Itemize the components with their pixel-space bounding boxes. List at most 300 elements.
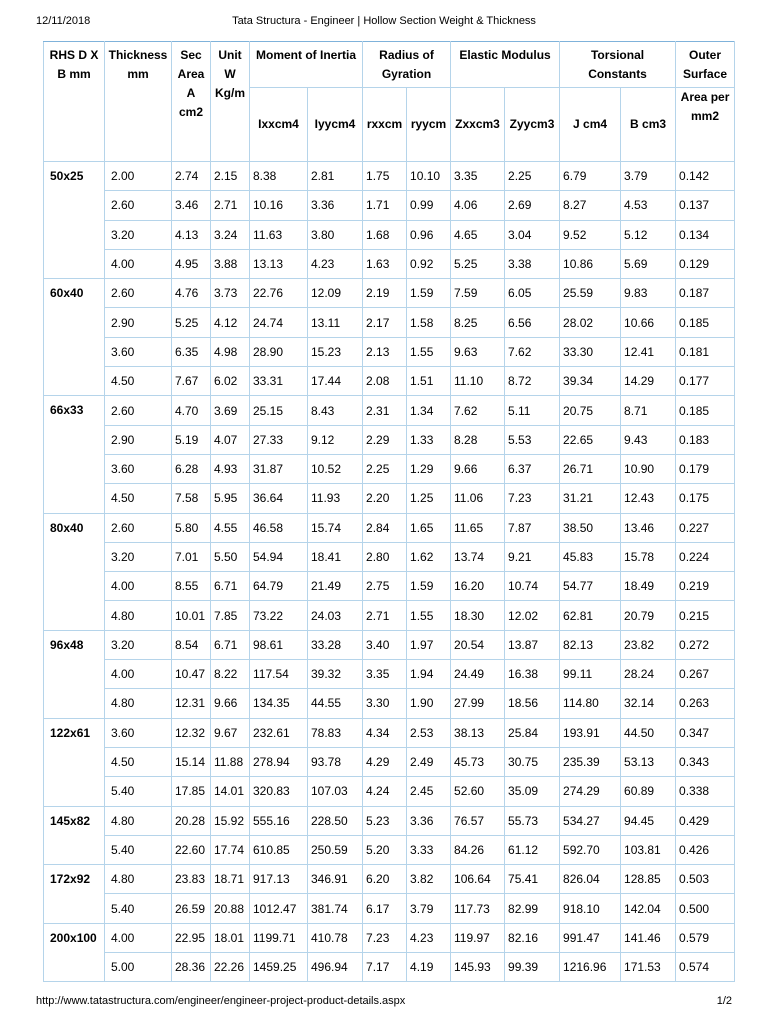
table-cell: 4.29 [363, 747, 407, 776]
table-cell: 0.137 [676, 191, 735, 220]
table-cell: 7.17 [363, 953, 407, 982]
table-row [44, 689, 735, 718]
table-cell: 6.79 [560, 162, 621, 191]
table-cell: 228.50 [308, 806, 363, 835]
table-cell: 4.50 [105, 367, 172, 396]
table-cell: 13.87 [505, 630, 560, 659]
table-cell: 496.94 [308, 953, 363, 982]
table-cell: 9.66 [211, 689, 250, 718]
table-cell: 17.85 [172, 777, 211, 806]
table-cell: 7.62 [451, 396, 505, 425]
table-cell: 2.53 [407, 718, 451, 747]
table-cell: 410.78 [308, 923, 363, 952]
table-row [44, 660, 735, 689]
table-cell: 5.40 [105, 777, 172, 806]
table-cell: 18.71 [211, 865, 250, 894]
table-cell: 28.36 [172, 953, 211, 982]
table-cell: 28.02 [560, 308, 621, 337]
table-cell: 84.26 [451, 835, 505, 864]
table-cell: 0.267 [676, 660, 735, 689]
table-cell: 117.73 [451, 894, 505, 923]
table-cell: 0.177 [676, 367, 735, 396]
table-cell: 11.10 [451, 367, 505, 396]
table-cell: 7.62 [505, 337, 560, 366]
table-cell: 4.34 [363, 718, 407, 747]
table-cell: 18.30 [451, 601, 505, 630]
table-row [44, 337, 735, 366]
table-cell: 8.72 [505, 367, 560, 396]
table-cell: 4.98 [211, 337, 250, 366]
table-cell: 7.58 [172, 484, 211, 513]
table-cell: 0.181 [676, 337, 735, 366]
table-cell: 1.90 [407, 689, 451, 718]
table-cell: 31.21 [560, 484, 621, 513]
col-header-size: RHS D X B mm [44, 42, 105, 162]
table-cell: 5.00 [105, 953, 172, 982]
table-cell: 54.94 [250, 542, 308, 571]
table-cell: 3.88 [211, 249, 250, 278]
table-cell: 35.09 [505, 777, 560, 806]
table-cell: 9.63 [451, 337, 505, 366]
table-cell: 1.55 [407, 337, 451, 366]
page-title: Tata Structura - Engineer | Hollow Section Weight & Thickness [232, 15, 536, 27]
source-url: http://www.tatastructura.com/engineer/engineer-project-product-details.aspx [36, 995, 406, 1007]
table-cell: 128.85 [621, 865, 676, 894]
table-cell: 2.00 [105, 162, 172, 191]
table-cell: 0.99 [407, 191, 451, 220]
table-row [44, 191, 735, 220]
table-cell: 3.60 [105, 718, 172, 747]
table-cell: 4.23 [407, 923, 451, 952]
table-cell: 21.49 [308, 572, 363, 601]
table-cell: 114.80 [560, 689, 621, 718]
table-cell: 5.80 [172, 513, 211, 542]
col-header-iyy: Iyycm4 [308, 88, 363, 162]
table-cell: 8.22 [211, 660, 250, 689]
table-cell: 22.95 [172, 923, 211, 952]
table-cell: 5.95 [211, 484, 250, 513]
table-cell: 25.84 [505, 718, 560, 747]
table-cell: 3.35 [363, 660, 407, 689]
table-cell: 3.80 [308, 220, 363, 249]
table-cell: 98.61 [250, 630, 308, 659]
table-cell: 1459.25 [250, 953, 308, 982]
table-cell: 8.27 [560, 191, 621, 220]
table-cell: 5.19 [172, 425, 211, 454]
table-cell: 3.33 [407, 835, 451, 864]
table-cell: 3.69 [211, 396, 250, 425]
table-cell: 20.28 [172, 806, 211, 835]
table-cell: 12.41 [621, 337, 676, 366]
table-cell: 17.44 [308, 367, 363, 396]
table-cell: 28.24 [621, 660, 676, 689]
table-cell: 0.179 [676, 454, 735, 483]
table-cell: 11.93 [308, 484, 363, 513]
table-cell: 4.50 [105, 484, 172, 513]
table-cell: 6.37 [505, 454, 560, 483]
table-cell: 2.19 [363, 279, 407, 308]
col-header-ryy: ryycm [407, 88, 451, 162]
print-footer [0, 995, 768, 1011]
table-cell: 23.82 [621, 630, 676, 659]
table-cell: 2.29 [363, 425, 407, 454]
table-cell: 1.59 [407, 279, 451, 308]
table-cell: 3.35 [451, 162, 505, 191]
table-cell: 33.31 [250, 367, 308, 396]
table-cell: 22.76 [250, 279, 308, 308]
table-cell: 2.75 [363, 572, 407, 601]
section-size-cell: 200x100 [44, 923, 105, 982]
table-cell: 61.12 [505, 835, 560, 864]
table-cell: 2.60 [105, 191, 172, 220]
table-cell: 2.45 [407, 777, 451, 806]
table-cell: 0.129 [676, 249, 735, 278]
table-cell: 15.14 [172, 747, 211, 776]
table-cell: 2.25 [505, 162, 560, 191]
table-cell: 4.80 [105, 806, 172, 835]
table-cell: 11.63 [250, 220, 308, 249]
table-cell: 0.338 [676, 777, 735, 806]
table-cell: 2.60 [105, 279, 172, 308]
table-cell: 12.09 [308, 279, 363, 308]
table-cell: 10.10 [407, 162, 451, 191]
table-cell: 0.426 [676, 835, 735, 864]
table-cell: 3.36 [308, 191, 363, 220]
table-cell: 3.04 [505, 220, 560, 249]
table-cell: 32.14 [621, 689, 676, 718]
table-cell: 9.43 [621, 425, 676, 454]
table-row [44, 454, 735, 483]
table-cell: 145.93 [451, 953, 505, 982]
table-cell: 5.12 [621, 220, 676, 249]
table-cell: 0.343 [676, 747, 735, 776]
table-cell: 8.55 [172, 572, 211, 601]
table-cell: 7.59 [451, 279, 505, 308]
section-size-cell: 50x25 [44, 162, 105, 279]
table-cell: 3.79 [621, 162, 676, 191]
table-row [44, 513, 735, 542]
table-cell: 54.77 [560, 572, 621, 601]
table-cell: 3.73 [211, 279, 250, 308]
table-cell: 4.50 [105, 747, 172, 776]
table-cell: 31.87 [250, 454, 308, 483]
table-cell: 1.65 [407, 513, 451, 542]
table-cell: 4.00 [105, 923, 172, 952]
hollow-section-table [43, 41, 735, 982]
col-header-outer-surface: Outer Surface [676, 42, 735, 88]
col-header-area: Sec Area A cm2 [172, 42, 211, 162]
table-cell: 991.47 [560, 923, 621, 952]
table-row [44, 777, 735, 806]
section-size-cell: 122x61 [44, 718, 105, 806]
table-cell: 2.74 [172, 162, 211, 191]
table-cell: 4.80 [105, 689, 172, 718]
table-cell: 1.34 [407, 396, 451, 425]
table-cell: 7.87 [505, 513, 560, 542]
col-header-ixx: Ixxcm4 [250, 88, 308, 162]
table-cell: 3.38 [505, 249, 560, 278]
table-row [44, 572, 735, 601]
table-cell: 8.38 [250, 162, 308, 191]
table-cell: 107.03 [308, 777, 363, 806]
table-cell: 918.10 [560, 894, 621, 923]
table-cell: 5.11 [505, 396, 560, 425]
table-cell: 1.55 [407, 601, 451, 630]
table-cell: 82.16 [505, 923, 560, 952]
table-cell: 5.69 [621, 249, 676, 278]
table-cell: 7.01 [172, 542, 211, 571]
table-cell: 2.20 [363, 484, 407, 513]
table-cell: 12.31 [172, 689, 211, 718]
table-cell: 20.75 [560, 396, 621, 425]
table-cell: 8.71 [621, 396, 676, 425]
table-cell: 4.19 [407, 953, 451, 982]
table-cell: 274.29 [560, 777, 621, 806]
table-cell: 117.54 [250, 660, 308, 689]
table-cell: 17.74 [211, 835, 250, 864]
table-cell: 2.60 [105, 396, 172, 425]
col-header-thickness: Thickness mm [105, 42, 172, 162]
table-cell: 381.74 [308, 894, 363, 923]
table-cell: 33.30 [560, 337, 621, 366]
section-size-cell: 96x48 [44, 630, 105, 718]
table-cell: 106.64 [451, 865, 505, 894]
table-cell: 555.16 [250, 806, 308, 835]
table-cell: 1.25 [407, 484, 451, 513]
table-cell: 0.429 [676, 806, 735, 835]
table-cell: 11.65 [451, 513, 505, 542]
print-date: 12/11/2018 [36, 15, 91, 27]
table-cell: 44.55 [308, 689, 363, 718]
table-cell: 38.13 [451, 718, 505, 747]
table-cell: 2.84 [363, 513, 407, 542]
table-cell: 10.16 [250, 191, 308, 220]
page-number: 1/2 [716, 995, 732, 1007]
table-cell: 2.80 [363, 542, 407, 571]
table-cell: 18.41 [308, 542, 363, 571]
table-cell: 320.83 [250, 777, 308, 806]
table-cell: 0.503 [676, 865, 735, 894]
table-cell: 235.39 [560, 747, 621, 776]
table-cell: 4.55 [211, 513, 250, 542]
table-cell: 26.59 [172, 894, 211, 923]
table-cell: 55.73 [505, 806, 560, 835]
table-cell: 0.142 [676, 162, 735, 191]
table-cell: 1.94 [407, 660, 451, 689]
table-cell: 346.91 [308, 865, 363, 894]
table-cell: 4.07 [211, 425, 250, 454]
table-cell: 8.54 [172, 630, 211, 659]
table-cell: 13.46 [621, 513, 676, 542]
table-row [44, 249, 735, 278]
table-cell: 0.187 [676, 279, 735, 308]
table-cell: 10.47 [172, 660, 211, 689]
section-size-cell: 172x92 [44, 865, 105, 924]
table-cell: 6.56 [505, 308, 560, 337]
table-cell: 9.12 [308, 425, 363, 454]
table-cell: 3.36 [407, 806, 451, 835]
table-cell: 2.90 [105, 425, 172, 454]
table-cell: 8.43 [308, 396, 363, 425]
table-cell: 24.49 [451, 660, 505, 689]
table-cell: 826.04 [560, 865, 621, 894]
table-cell: 3.20 [105, 220, 172, 249]
table-cell: 6.71 [211, 630, 250, 659]
table-cell: 4.24 [363, 777, 407, 806]
table-cell: 141.46 [621, 923, 676, 952]
table-cell: 2.49 [407, 747, 451, 776]
table-cell: 4.70 [172, 396, 211, 425]
table-cell: 39.34 [560, 367, 621, 396]
table-cell: 16.20 [451, 572, 505, 601]
table-cell: 0.219 [676, 572, 735, 601]
table-cell: 4.93 [211, 454, 250, 483]
table-row [44, 630, 735, 659]
table-cell: 99.11 [560, 660, 621, 689]
table-cell: 73.22 [250, 601, 308, 630]
table-cell: 60.89 [621, 777, 676, 806]
col-header-moment-of-inertia: Moment of Inertia [250, 42, 363, 88]
table-cell: 4.80 [105, 601, 172, 630]
table-row [44, 542, 735, 571]
table-cell: 5.23 [363, 806, 407, 835]
table-cell: 610.85 [250, 835, 308, 864]
table-cell: 592.70 [560, 835, 621, 864]
table-cell: 11.88 [211, 747, 250, 776]
table-cell: 75.41 [505, 865, 560, 894]
table-cell: 14.01 [211, 777, 250, 806]
table-cell: 0.500 [676, 894, 735, 923]
table-cell: 1012.47 [250, 894, 308, 923]
table-cell: 1.97 [407, 630, 451, 659]
table-cell: 78.83 [308, 718, 363, 747]
table-cell: 10.74 [505, 572, 560, 601]
table-cell: 99.39 [505, 953, 560, 982]
table-cell: 7.85 [211, 601, 250, 630]
table-cell: 4.12 [211, 308, 250, 337]
table-cell: 1216.96 [560, 953, 621, 982]
table-cell: 9.52 [560, 220, 621, 249]
table-cell: 9.83 [621, 279, 676, 308]
table-cell: 1.58 [407, 308, 451, 337]
table-cell: 15.78 [621, 542, 676, 571]
table-cell: 4.53 [621, 191, 676, 220]
table-row [44, 279, 735, 308]
table-cell: 0.185 [676, 308, 735, 337]
table-cell: 36.64 [250, 484, 308, 513]
table-cell: 1.62 [407, 542, 451, 571]
table-cell: 2.90 [105, 308, 172, 337]
table-cell: 171.53 [621, 953, 676, 982]
table-row [44, 425, 735, 454]
table-cell: 23.83 [172, 865, 211, 894]
table-cell: 10.66 [621, 308, 676, 337]
table-cell: 2.31 [363, 396, 407, 425]
table-cell: 0.227 [676, 513, 735, 542]
table-cell: 6.05 [505, 279, 560, 308]
table-cell: 30.75 [505, 747, 560, 776]
table-cell: 4.80 [105, 865, 172, 894]
section-size-cell: 145x82 [44, 806, 105, 865]
table-cell: 5.25 [172, 308, 211, 337]
table-cell: 18.56 [505, 689, 560, 718]
table-cell: 0.263 [676, 689, 735, 718]
table-cell: 0.175 [676, 484, 735, 513]
table-cell: 917.13 [250, 865, 308, 894]
table-row [44, 601, 735, 630]
col-header-outer-area: Area per mm2 [676, 88, 735, 162]
table-cell: 12.02 [505, 601, 560, 630]
table-cell: 93.78 [308, 747, 363, 776]
table-cell: 18.49 [621, 572, 676, 601]
table-cell: 94.45 [621, 806, 676, 835]
table-row [44, 718, 735, 747]
table-cell: 5.25 [451, 249, 505, 278]
table-row [44, 308, 735, 337]
section-size-cell: 60x40 [44, 279, 105, 396]
table-row [44, 220, 735, 249]
table-cell: 15.92 [211, 806, 250, 835]
table-cell: 12.43 [621, 484, 676, 513]
table-cell: 6.71 [211, 572, 250, 601]
table-cell: 62.81 [560, 601, 621, 630]
table-cell: 1.33 [407, 425, 451, 454]
table-cell: 4.95 [172, 249, 211, 278]
table-row [44, 923, 735, 952]
table-cell: 3.79 [407, 894, 451, 923]
table-cell: 33.28 [308, 630, 363, 659]
table-cell: 4.00 [105, 660, 172, 689]
table-cell: 27.33 [250, 425, 308, 454]
table-cell: 13.13 [250, 249, 308, 278]
col-header-zxx: Zxxcm3 [451, 88, 505, 162]
table-cell: 13.74 [451, 542, 505, 571]
table-cell: 10.90 [621, 454, 676, 483]
table-cell: 5.40 [105, 894, 172, 923]
table-cell: 9.66 [451, 454, 505, 483]
table-cell: 13.11 [308, 308, 363, 337]
table-cell: 1.75 [363, 162, 407, 191]
table-cell: 0.183 [676, 425, 735, 454]
table-cell: 15.74 [308, 513, 363, 542]
table-cell: 22.26 [211, 953, 250, 982]
table-cell: 22.60 [172, 835, 211, 864]
table-cell: 7.23 [363, 923, 407, 952]
table-cell: 6.20 [363, 865, 407, 894]
table-cell: 1.59 [407, 572, 451, 601]
section-size-cell: 80x40 [44, 513, 105, 630]
table-body [44, 162, 735, 982]
table-cell: 2.15 [211, 162, 250, 191]
table-cell: 38.50 [560, 513, 621, 542]
table-cell: 44.50 [621, 718, 676, 747]
table-cell: 12.32 [172, 718, 211, 747]
table-cell: 25.15 [250, 396, 308, 425]
table-cell: 15.23 [308, 337, 363, 366]
col-header-b: B cm3 [621, 88, 676, 162]
table-cell: 0.272 [676, 630, 735, 659]
table-cell: 250.59 [308, 835, 363, 864]
table-cell: 46.58 [250, 513, 308, 542]
table-cell: 24.03 [308, 601, 363, 630]
table-cell: 4.65 [451, 220, 505, 249]
col-header-elastic-modulus: Elastic Modulus [451, 42, 560, 88]
table-cell: 2.08 [363, 367, 407, 396]
table-cell: 10.52 [308, 454, 363, 483]
table-cell: 0.579 [676, 923, 735, 952]
col-header-unit-weight: Unit W Kg/m [211, 42, 250, 162]
table-cell: 3.20 [105, 630, 172, 659]
